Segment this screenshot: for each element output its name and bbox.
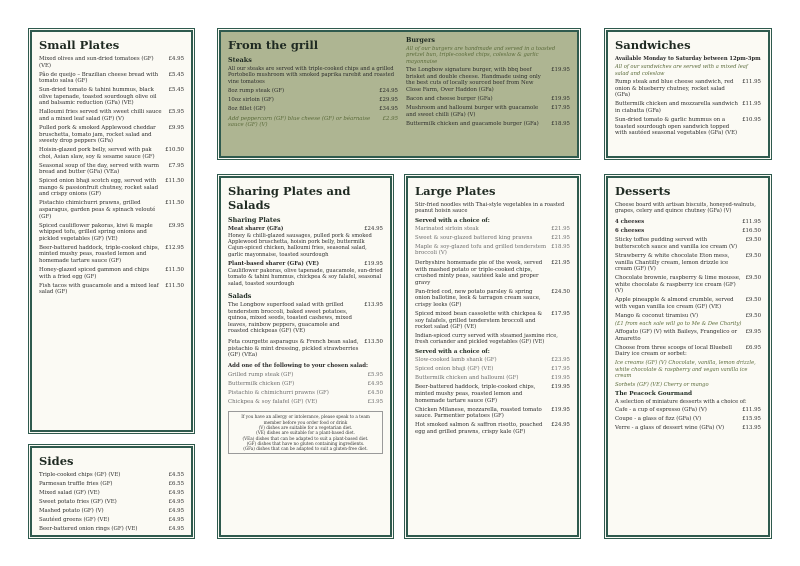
sandwich-item-name: Buttermilk chicken and mozzarella sandwich in ciabatta (GFa) [615,101,738,114]
sandwich-item-price: £10.95 [742,116,761,123]
salad-addon-item [228,390,383,397]
small-plate-item-price: £7.95 [168,162,184,169]
allergy-note-line: (GF) dishes that have no gluten containing ingredients. [246,440,365,446]
curry-choice-item [415,357,570,364]
burger-item-name: The Longbow signature burger, with bbq beef brisket and double cheese. Handmade using only the best cuts of locally sourced beef from New Close Farm, Over Haddon (GFa) [406,67,541,93]
side-item-price: £4.95 [168,525,184,532]
sandwich-item [615,79,761,99]
small-plate-item-price: £11.50 [165,266,184,273]
cheese-description: Cheese board with artisan biscuits, honeyed-walnuts, grapes, celery and quince chutney (GFa) (V) [615,202,756,215]
burger-item-name: Buttermilk chicken and guacamole burger (GFa) [406,120,539,127]
salad-addon-item-name: Grilled rump steak (GF) [228,371,294,378]
side-item-name: Parmesan truffle fries (GF) [39,480,113,487]
side-item-price: £4.95 [168,516,184,523]
burger-item-price: £17.95 [551,104,570,111]
noodle-choice-item-price: £21.95 [551,225,570,232]
salad-addon-item-price: £3.95 [367,398,383,405]
small-plate-item-name: Honey-glazed spiced gammon and chips with a fried egg (GF) [39,266,149,280]
sandwiches-description: All of our sandwiches are served with a mixed leaf salad and coleslaw [615,64,748,77]
dessert-item-price: £9.50 [745,275,761,282]
side-item-price: £4.95 [168,498,184,505]
dessert-item-name: Sticky toffee pudding served with butterscotch sauce and vanilla ice cream (V) [615,237,738,250]
cheese-option [615,219,761,226]
large-main-list [415,260,570,331]
desserts-title: Desserts [615,184,671,198]
burger-item-name: Bacon and cheese burger (GFa) [406,95,493,102]
small-plate-item-name: Pão de queijo – Brazilian cheese bread with tomato salsa (GF) [39,71,159,85]
small-plate-item [39,72,184,85]
desserts-panel [606,176,770,537]
plant-sharer-description: Cauliflower pakoras, olive tapenade, guacamole, sun-dried tomato & tahini hummus, chickpea & soy falafel, seasonal salad, toasted sourdough [228,267,383,287]
large-plate-item-name: Pan-fried cod, new potato parsley & spring onion ballotine, leek & tarragon cream sauce, crispy leeks (GF) [415,288,541,308]
steak-item-price: £29.95 [379,97,398,104]
plant-sharer-name: Plant-based sharer (GFa) (VE) [228,261,320,268]
feta-salad-price: £13.50 [364,339,383,345]
superfood-salad-price: £13.95 [364,302,383,309]
dessert-item [615,275,761,295]
ice-cream-flavours: Ice creams (GF) (V) Chocolate, vanilla, lemon drizzle, white chocolate & raspberry and vegan vanilla ice cream [615,360,756,380]
curry-choice-item [415,375,570,382]
sandwich-item [615,117,761,137]
charity-note: (£1 from each sale will go to Me & Dee Charity) [615,320,742,327]
side-item [39,490,184,497]
side-item-name: Triple-cooked chips (GF) (VE) [39,472,121,478]
large-plate-item-price: £24.95 [551,422,570,429]
steak-item [228,106,398,113]
grill-panel [219,30,579,158]
small-plate-item-name: Pistachio chimichurri prawns, grilled asparagus, garden peas & spinach velouté (GF) [39,200,156,220]
addon-list [228,372,383,406]
burger-item [406,105,570,118]
plant-sharer-row [228,261,383,268]
large-plates-title: Large Plates [415,184,496,198]
sides-title: Sides [39,454,74,468]
gourmand-title: The Peacock Gourmand [615,391,693,398]
choice1-list [415,226,570,257]
sandwiches-panel [606,30,770,158]
large-plate-item-name: Hot smoked salmon & saffron risotto, poached egg and grilled prawns, crispy kale (GF) [415,422,543,435]
small-plate-item [39,178,184,198]
gourmand-option [615,407,761,414]
feta-salad-row [228,339,383,359]
sharing-panel [219,176,392,537]
gourmand-option-price: £13.95 [742,425,761,432]
sharing-title: Sharing Plates and Salads [228,184,351,212]
side-item-name: Mixed salad (GF) (VE) [39,489,100,496]
cheese-option-name: 6 cheeses [615,227,645,234]
curry-choice-item-price: £23.95 [551,356,570,363]
large-plate-item-price: £24.50 [551,288,570,295]
meat-sharer-name: Meat sharer (GFa) [228,226,284,232]
noodle-choice-item-price: £18.95 [551,243,570,250]
sandwich-item-price: £11.95 [742,101,761,108]
noodle-choice-item-name: Maple & soy-glazed tofu and grilled tenderstem broccoli (V) [415,243,547,257]
salad-addon-item [228,372,383,379]
burgers-heading: Burgers [406,36,435,44]
gourmand-option-name: Verre - a glass of dessert wine (GFa) (V) [615,425,725,432]
burger-item [406,96,570,103]
side-item [39,481,184,488]
meat-sharer-description: Honey & chilli-glazed sausages, pulled pork & smoked Applewood bruschetta, hoisin pork belly, buttermilk Cajun-spiced chicken, halloumi fries, seasonal salad, garlic mayonnaise, toasted sourdough [228,232,372,258]
cheese-option-name: 4 cheeses [615,218,645,225]
sandwiches-list [615,79,761,137]
steak-item-price: £34.95 [379,106,398,113]
burger-item-price: £18.95 [551,120,570,127]
side-item [39,517,184,524]
affogato-price: £9.95 [745,329,761,336]
meat-sharer-row [228,226,383,233]
allergy-note-line: (VE) dishes are suitable for a plant-based diet. [256,430,355,436]
allergy-note-line: (VEa) dishes that can be adapted to suit a plant-based diet. [242,435,369,441]
cheese-list [615,219,761,235]
side-item-name: Sautéed greens (GF) (VE) [39,516,110,523]
side-item [39,508,184,515]
steak-item-price: £24.95 [379,88,398,95]
noodle-choice-item [415,244,570,257]
small-plate-item-price: £11.50 [165,178,184,185]
small-plate-item-price: £11.50 [165,200,184,207]
small-plate-item-name: Halloumi fries served with sweet chilli sauce and a mixed leaf salad (GF) (V) [39,109,162,122]
gourmand-option-name: Cafe - a cup of espresso (GFa) (V) [615,407,707,414]
dessert-item-name: Strawberry & white chocolate Eton mess, vanilla Chantilly cream, lemon drizzle ice cream (GF) (V) [615,252,730,273]
large-end-list [415,384,570,435]
gourmand-description: A selection of miniature desserts with a choice of: [615,399,747,406]
large-plate-item [415,311,570,331]
large-plates-panel [406,176,579,537]
plant-sharer-price: £19.95 [364,261,383,268]
dessert-item-price: £9.50 [745,237,761,244]
small-plate-item [39,223,184,243]
cheese-option [615,228,761,235]
salad-addon-item-name: Buttermilk chicken (GF) [228,380,295,387]
steak-item [228,88,398,95]
small-plate-item-name: Hoisin-glazed pork belly, served with pak choi, Asian slaw, soy & sesame sauce (GF) [39,147,155,160]
small-plate-item [39,283,184,296]
side-item [39,472,184,479]
burger-item [406,67,570,93]
choice1-heading: Served with a choice of: [415,217,490,224]
small-plate-item-name: Beer-battered haddock, triple-cooked chips, minted mushy peas, roasted lemon and homemade tartare sauce (GF) [39,244,160,264]
superfood-salad-name: The Longbow superfood salad with grilled tenderstem broccoli, baked sweet potatoes, quinoa, mixed seeds, toasted cashews, mixed leaves, rainbow peppers, guacamole and roasted chickpeas (GF) (VE) [228,302,352,335]
feta-salad-name: Feta courgette asparagus & French bean salad, pistachio & mint dressing, pickled strawberries (GF) (VEa) [228,339,359,359]
cheese-option-price: £11.95 [742,218,761,225]
dessert-item [615,297,761,310]
side-item-name: Beer-battered onion rings (GF) (VE) [39,525,138,532]
dessert-list [615,237,761,319]
steak-item-name: 8oz fillet (GF) [228,106,266,113]
small-plate-item-name: Fish tacos with guacamole and a mixed leaf salad (GF) [39,282,159,296]
choice2-heading: Served with a choice of: [415,348,490,355]
dessert-item-price: £9.50 [745,297,761,304]
small-plate-item-price: £5.95 [168,109,184,116]
burger-item-price: £19.95 [551,67,570,74]
dessert-item [615,253,761,273]
burgers-column [406,36,570,152]
small-plate-item-price: £4.95 [168,56,184,62]
curry-choice-item-price: £19.95 [551,374,570,381]
large-plate-item [415,289,570,309]
large-plate-item-price: £17.95 [551,310,570,317]
small-plate-item-price: £10.50 [165,147,184,154]
side-item-name: Mashed potato (GF) (V) [39,507,104,514]
burger-item [406,121,570,128]
curry-description: Indian-spiced curry served with steamed jasmine rice, fresh coriander and pickled vegetables (GF) (VE) [415,333,558,346]
grill-title: From the grill [228,38,319,52]
salad-addon-item-name: Pistachio & chimichurri prawns (GF) [228,389,329,396]
sandwich-item-name: Sun-dried tomato & garlic hummus on a toasted sourdough open sandwich topped with sautéed seasonal vegetables (GFa) (VE) [615,116,738,137]
small-plate-item-name: Sun-dried tomato & tahini hummus, black olive tapenade, toasted sourdough olive oil and balsamic reduction (GFa) (VE) [39,87,157,107]
side-item [39,526,184,533]
steak-item-name: 10oz sirloin (GF) [228,97,274,104]
small-plate-item [39,125,184,145]
small-plate-item-name: Mixed olives and sun-dried tomatoes (GF) (VE) [39,56,154,69]
side-item-price: £4.95 [168,507,184,514]
allergy-note-line: (V) dishes are suitable for a vegetarian diet. [258,424,353,430]
small-plate-item-name: Seasonal soup of the day, served with warm bread and butter (GFa) (VEa) [39,162,159,176]
steaks-heading: Steaks [228,56,252,64]
curry-choice-item-price: £17.95 [551,365,570,372]
affogato-name: Affogato (GF) (V) with Baileys, Frangelico or Amaretto [615,329,738,342]
burger-item-price: £19.95 [551,95,570,102]
dessert-item-name: Chocolate brownie, raspberry & lime mousse, white chocolate & raspberry ice cream (GF) (V) [615,275,741,295]
small-plate-item-price: £11.50 [165,282,184,289]
addon-heading-text: Add one of the following to your chosen salad: [228,362,368,369]
sandwich-item-price: £11.95 [742,79,761,86]
steaks-column [228,36,398,152]
curry-choice-item-name: Buttermilk chicken and halloumi (GF) [415,374,519,381]
large-plate-item-name: Spiced mixed bean cassolette with chickpea & soy falafels, grilled tenderstem broccoli and rocket salad (GF) (VE) [415,310,543,331]
gourmand-option [615,425,761,432]
small-plate-item [39,147,184,160]
small-plate-item [39,56,184,69]
small-plates-title: Small Plates [39,38,120,52]
dessert-item-name: Mango & coconut tiramisu (V) [615,312,699,319]
dessert-item [615,313,761,320]
small-plate-item-name: Spiced onion bhaji scotch egg, served with mango & passionfruit chutney, rocket salad and crispy onions (GF) [39,178,159,198]
gourmand-option-price: £15.95 [742,416,761,423]
side-item-name: Sweet potato fries (GF) (VE) [39,498,117,505]
salads-subheading: Salads [228,292,252,301]
dessert-item-price: £9.50 [745,312,761,319]
small-plate-item [39,109,184,122]
sauce-price: £2.95 [382,115,398,122]
salad-addon-item [228,399,383,406]
large-plate-item-price: £19.95 [551,406,570,413]
sides-list [39,472,184,533]
noodle-choice-item-price: £21.95 [551,234,570,241]
noodle-choice-item [415,226,570,233]
burgers-description: All of our burgers are handmade and served in a toasted pretzel bun, triple-cooked chips, coleslaw & garlic mayonnaise [406,46,556,65]
sharing-subheading: Sharing Plates [228,216,281,224]
allergy-notes [228,411,383,454]
choice2-list [415,357,570,382]
side-item-price: £6.55 [168,480,184,487]
dessert-item-price: £9.50 [745,252,761,259]
steak-item-name: 8oz rump steak (GF) [228,88,285,95]
large-plate-item-name: Derbyshire homemade pie of the week, served with mashed potato or triple-cooked chips, crushed minty peas, sautéed kale and proper gravy [415,259,543,286]
small-plate-item [39,245,184,265]
sauce-row [228,116,398,129]
gourmand-option-name: Coupe - a glass of fizz (GFa) (V) [615,416,702,423]
curry-choice-item [415,366,570,373]
large-plate-item-name: Chicken Milanese, mozzarella, roasted tomato sauce. Parmentier potatoes (GF) [415,406,542,420]
large-plate-item-name: Beer-battered haddock, triple-cooked chips, minted mushy peas, roasted lemon and homemade tartare sauce (GF) [415,384,536,404]
large-plate-item-price: £19.95 [551,384,570,391]
burger-item-name: Mushroom and halloumi burger with guacamole and sweet chilli (GFa) (V) [406,104,539,118]
sandwiches-availability: Available Monday to Saturday between 12pm-3pm [615,56,761,62]
salad-addon-item-price: £4.50 [367,389,383,396]
large-plate-item-price: £21.95 [551,259,570,266]
small-plate-item-name: Spiced cauliflower pakoras, kiwi & maple whipped tofu, grilled spring onions and pickled vegetables (GF) (VE) [39,222,153,242]
sides-panel [30,446,193,537]
burgers-list [406,67,570,127]
noodles-description: Stir-fried noodles with Thai-style vegetables in a roasted peanut hoisin sauce [415,202,565,215]
curry-choice-item-name: Spiced onion bhaji (GF) (VE) [415,365,494,372]
side-item [39,499,184,506]
small-plate-item-price: £12.95 [165,244,184,251]
small-plates-list [39,56,184,296]
curry-choice-item-name: Slow-cooked lamb shank (GF) [415,356,497,363]
large-plate-item [415,384,570,404]
noodle-choice-item-name: Sweet & sour-glazed battered king prawns [415,234,533,241]
small-plate-item-price: £9.95 [168,124,184,131]
small-plate-item-name: Pulled pork & smoked Applewood cheddar bruschetta, tomato jam, rocket salad and sweety drop peppers (GFa) [39,124,156,145]
sandwich-item-name: Rump steak and blue cheese sandwich, red onion & blueberry chutney, rocket salad (GFa) [615,79,734,99]
gourmand-list [615,407,761,432]
sauce-name: Add peppercorn (GF) blue cheese (GF) or béarnaise sauce (GF) (V) [228,115,371,129]
small-plate-item [39,267,184,280]
allergy-note-line: If you have an allergy or intolerance, please speak to a team member before you order food or drink [241,414,370,425]
small-plate-item-price: £5.45 [168,71,184,78]
affogato-row [615,329,761,342]
superfood-salad-row [228,302,383,335]
scoops-name: Choose from three scoops of local Bluebell Dairy ice cream or sorbet: [615,344,732,358]
noodle-choice-item-name: Marinated sirloin steak [415,225,479,232]
gourmand-option [615,416,761,423]
salad-addon-item-name: Chickpea & soy falafel (GF) (VE) [228,398,318,405]
cheese-option-price: £16.50 [742,227,761,234]
steaks-list [228,88,398,113]
small-plate-item [39,87,184,107]
small-plates-panel [30,30,193,432]
large-plate-item [415,422,570,435]
meat-sharer-price: £24.95 [364,226,383,232]
dessert-item-name: Apple pineapple & almond crumble, served with vegan vanilla ice cream (GF) (VE) [615,297,734,310]
side-item-price: £4.95 [168,489,184,496]
salad-addon-item-price: £5.95 [367,371,383,378]
salad-addon-item-price: £4.95 [367,380,383,387]
allergy-note-line: (GFa) dishes that can be adapted to suit a gluten-free diet. [243,446,368,452]
small-plate-item [39,163,184,176]
salad-addon-item [228,381,383,388]
scoops-price: £6.95 [745,344,761,351]
noodle-choice-item [415,235,570,242]
sandwiches-title: Sandwiches [615,38,691,52]
small-plate-item [39,200,184,220]
small-plate-item-price: £9.95 [168,222,184,229]
small-plate-item-price: £5.45 [168,87,184,94]
steaks-description: All our steaks are served with triple-cooked chips and a grilled Portobello mushroom with smoked paprika rarebit and roasted vine tomatoes [228,66,395,85]
side-item-price: £4.55 [168,472,184,478]
scoops-row [615,345,761,358]
sorbet-flavours: Sorbets (GF) (VE) Cherry or mango [615,381,709,388]
dessert-item [615,237,761,250]
steak-item [228,97,398,104]
gourmand-option-price: £11.95 [742,407,761,414]
large-plate-item [415,260,570,286]
addon-heading [228,363,383,370]
large-plate-item [415,407,570,420]
sandwich-item [615,101,761,114]
